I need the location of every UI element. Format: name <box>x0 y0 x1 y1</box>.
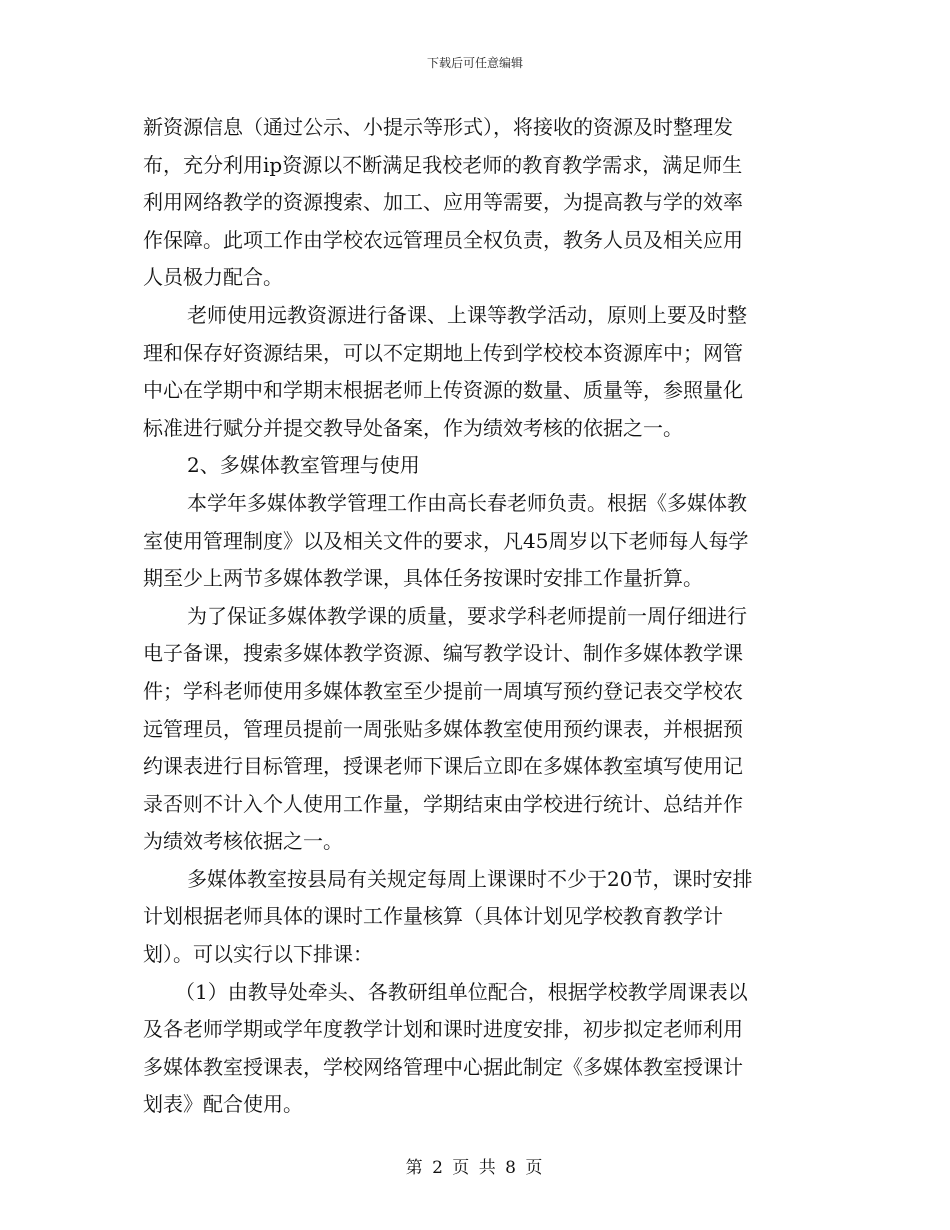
text-line: 中心在学期中和学期末根据老师上传资源的数量、质量等，参照量化 <box>143 378 743 403</box>
text-line: 录否则不计入个人使用工作量，学期结束由学校进行统计、总结并作 <box>143 791 743 816</box>
header-note: 下载后可任意编辑 <box>426 56 523 70</box>
text-line: 期至少上两节多媒体教学课，具体任务按课时安排工作量折算。 <box>143 566 703 591</box>
text-line: 老师使用远教资源进行备课、上课等教学活动，原则上要及时整 <box>187 302 747 327</box>
text-line: 室使用管理制度》以及相关文件的要求，凡45周岁以下老师每人每学 <box>143 528 749 553</box>
text-line: 人员极力配合。 <box>143 265 283 290</box>
text-line: 理和保存好资源结果，可以不定期地上传到学校校本资源库中；网管 <box>143 340 743 365</box>
text-line: 布，充分利用ip资源以不断满足我校老师的教育教学需求，满足师生 <box>143 152 743 177</box>
text-line: 为绩效考核依据之一。 <box>143 829 343 854</box>
text-line: 新资源信息（通过公示、小提示等形式），将接收的资源及时整理发 <box>143 115 733 139</box>
page-number-footer: 第 2 页 共 8 页 <box>405 1158 545 1178</box>
text-line: 多媒体教室按县局有关规定每周上课课时不少于20节，课时安排 <box>187 866 753 891</box>
text-line: 利用网络教学的资源搜索、加工、应用等需要，为提高教与学的效率 <box>143 190 743 215</box>
body-text <box>143 109 811 1124</box>
section-heading: 2、多媒体教室管理与使用 <box>187 453 420 478</box>
text-line: 为了保证多媒体教学课的质量，要求学科老师提前一周仔细进行 <box>187 603 747 628</box>
text-line: 件；学科老师使用多媒体教室至少提前一周填写预约登记表交学校农 <box>143 678 743 703</box>
text-line: 电子备课，搜索多媒体教学资源、编写教学设计、制作多媒体教学课 <box>143 641 743 666</box>
text-line: 划表》配合使用。 <box>143 1092 303 1117</box>
text-line: 划）。可以实行以下排课： <box>143 942 373 967</box>
text-line: 本学年多媒体教学管理工作由高长春老师负责。根据《多媒体教 <box>187 490 747 515</box>
text-line: 多媒体教室授课表，学校网络管理中心据此制定《多媒体教室授课计 <box>143 1054 743 1079</box>
text-line: （1）由教导处牵头、各教研组单位配合，根据学校教学周课表以 <box>175 979 748 1004</box>
text-line: 约课表进行目标管理，授课老师下课后立即在多媒体教室填写使用记 <box>143 754 743 779</box>
text-line: 及各老师学期或学年度教学计划和课时进度安排，初步拟定老师利用 <box>143 1017 743 1042</box>
text-line: 标准进行赋分并提交教导处备案，作为绩效考核的依据之一。 <box>143 415 683 440</box>
text-line: 计划根据老师具体的课时工作量核算（具体计划见学校教育教学计 <box>143 904 723 929</box>
text-line: 远管理员，管理员提前一周张贴多媒体教室使用预约课表，并根据预 <box>143 716 743 741</box>
text-line: 作保障。此项工作由学校农远管理员全权负责，教务人员及相关应用 <box>143 227 743 252</box>
